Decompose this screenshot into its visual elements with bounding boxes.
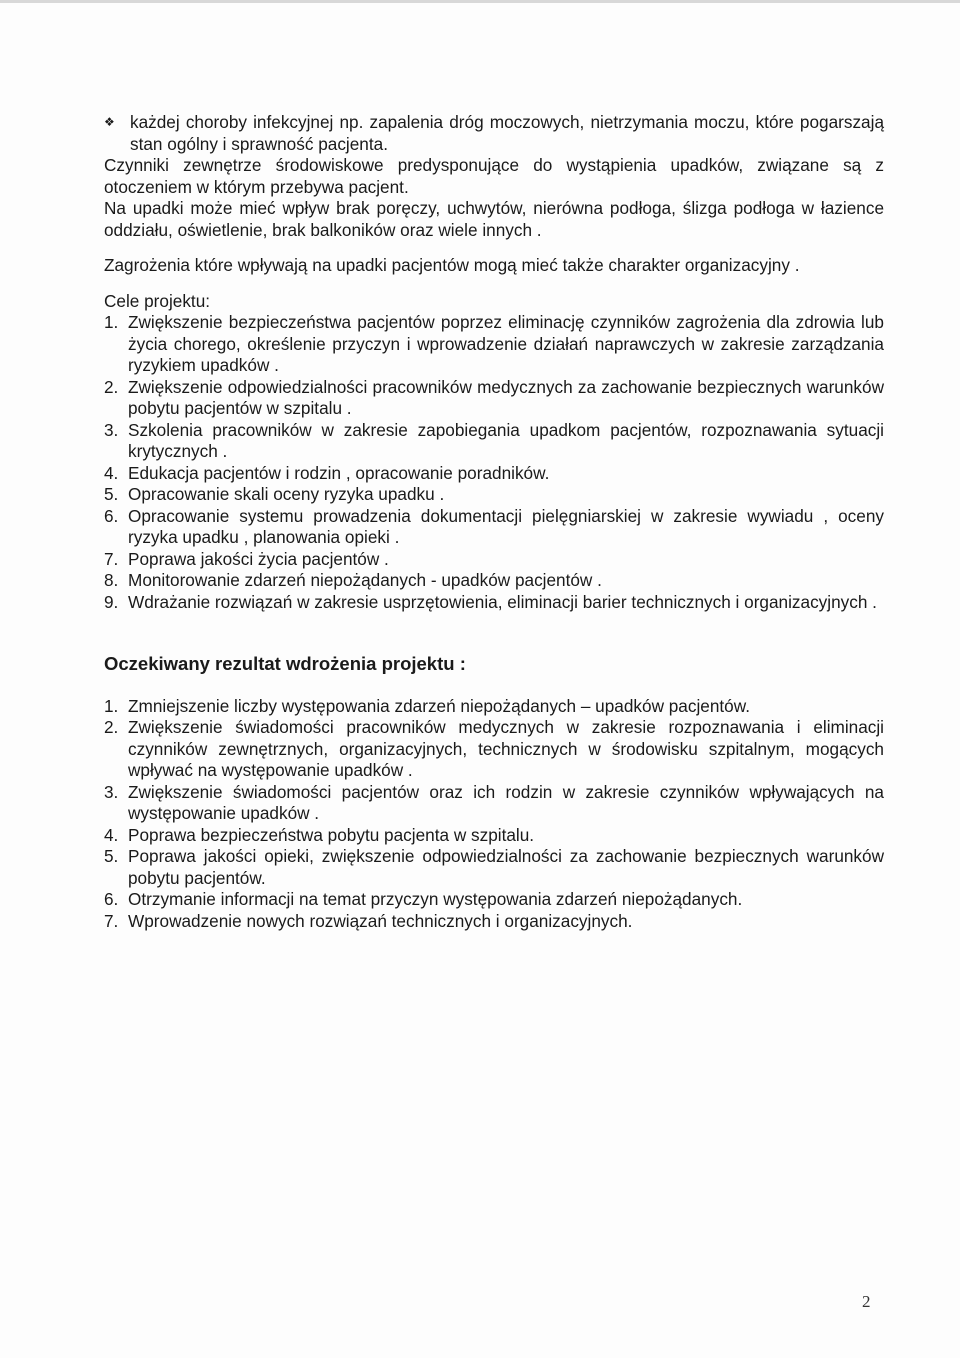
list-item (104, 312, 884, 377)
bullet-item (104, 112, 884, 155)
list-number: 1. (104, 312, 119, 332)
scan-edge (0, 0, 960, 3)
list-item (104, 484, 884, 506)
list-item (104, 420, 884, 463)
list-number: 3. (104, 419, 119, 440)
results-heading: Oczekiwany rezultat wdrożenia projektu : (104, 653, 466, 674)
list-text: Poprawa jakości życia pacjentów . (128, 548, 389, 569)
bullet-text: każdej choroby infekcyjnej np. zapalenia dróg moczowych, nietrzymania moczu, które pogarszają stan ogólny i sprawność pacjenta. (130, 112, 884, 154)
list-item (104, 717, 884, 782)
list-text: Zwiększenie bezpieczeństwa pacjentów poprzez eliminację czynników zagrożenia dla zdrowia lub życia chorego, określenie przyczyn i wprowadzenie działań naprawczych w zakresie zarządzania ryzykiem upadków . (128, 312, 884, 375)
list-number: 5. (104, 846, 119, 866)
results-list (104, 696, 884, 933)
list-number: 3. (104, 781, 119, 802)
paragraph-organizational-threats: Zagrożenia które wpływają na upadki pacjentów mogą mieć także charakter organizacyjny . (104, 255, 800, 275)
list-item (104, 782, 884, 825)
list-text: Wprowadzenie nowych rozwiązań technicznych i organizacyjnych. (128, 910, 633, 931)
list-item (104, 592, 884, 614)
list-item (104, 911, 884, 933)
list-item (104, 463, 884, 485)
list-number: 6. (104, 505, 119, 526)
list-text: Otrzymanie informacji na temat przyczyn występowania zdarzeń niepożądanych. (128, 889, 743, 909)
list-number: 5. (104, 484, 119, 504)
list-number: 8. (104, 570, 119, 590)
list-number: 6. (104, 889, 119, 909)
list-number: 4. (104, 824, 119, 845)
list-text: Monitorowanie zdarzeń niepożądanych - upadków pacjentów . (128, 570, 602, 590)
paragraph-fall-causes: Na upadki może mieć wpływ brak poręczy, uchwytów, nierówna podłoga, ślizga podłoga w łazience oddziału, oświetlenie, brak balkoników oraz wiele innych . (104, 198, 884, 240)
list-item (104, 549, 884, 571)
list-text: Zwiększenie świadomości pacjentów oraz ich rodzin w zakresie czynników wpływających na występowanie upadków . (128, 781, 884, 823)
list-text: Poprawa bezpieczeństwa pobytu pacjenta w szpitalu. (128, 824, 535, 845)
list-number: 1. (104, 695, 119, 716)
paragraph-external-factors: Czynniki zewnętrze środowiskowe predysponujące do wystąpienia upadków, związane są z otoczeniem w którym przebywa pacjent. (104, 155, 884, 197)
list-text: Zwiększenie odpowiedzialności pracowników medycznych za zachowanie bezpiecznych warunków pobytu pacjentów w szpitalu . (128, 376, 884, 418)
list-text: Szkolenia pracowników w zakresie zapobiegania upadkom pacjentów, rozpoznawania sytuacji krytycznych . (128, 419, 884, 461)
goals-title: Cele projektu: (104, 290, 211, 311)
list-number: 7. (104, 548, 119, 569)
list-number: 2. (104, 717, 119, 737)
list-item (104, 506, 884, 549)
list-number: 4. (104, 462, 119, 483)
list-number: 9. (104, 591, 119, 612)
list-item (104, 846, 884, 889)
list-number: 2. (104, 376, 119, 397)
list-item (104, 825, 884, 847)
list-item (104, 377, 884, 420)
page-content (104, 112, 884, 932)
list-text: Zmniejszenie liczby występowania zdarzeń niepożądanych – upadków pacjentów. (128, 695, 750, 716)
diamond-bullet-icon: ❖ (104, 115, 115, 129)
list-text: Edukacja pacjentów i rodzin , opracowanie poradników. (128, 462, 550, 483)
goals-list (104, 312, 884, 613)
list-item (104, 570, 884, 592)
list-number: 7. (104, 910, 119, 931)
page-number: 2 (862, 1292, 871, 1311)
list-text: Poprawa jakości opieki, zwiększenie odpowiedzialności za zachowanie bezpiecznych warunków pobytu pacjentów. (128, 846, 884, 888)
list-text: Wdrażanie rozwiązań w zakresie usprzętowienia, eliminacji barier technicznych i organizacyjnych . (128, 591, 877, 612)
list-text: Opracowanie systemu prowadzenia dokumentacji pielęgniarskiej w zakresie wywiadu , oceny ryzyka upadku , planowania opieki . (128, 505, 884, 547)
list-item (104, 696, 884, 718)
list-item (104, 889, 884, 911)
list-text: Opracowanie skali oceny ryzyka upadku . (128, 484, 445, 504)
list-text: Zwiększenie świadomości pracowników medycznych w zakresie rozpoznawania i eliminacji czynników zewnętrznych, organizacyjnych, technicznych w środowisku szpitalnym, mogących wpływać na występowanie upadków . (128, 717, 884, 780)
